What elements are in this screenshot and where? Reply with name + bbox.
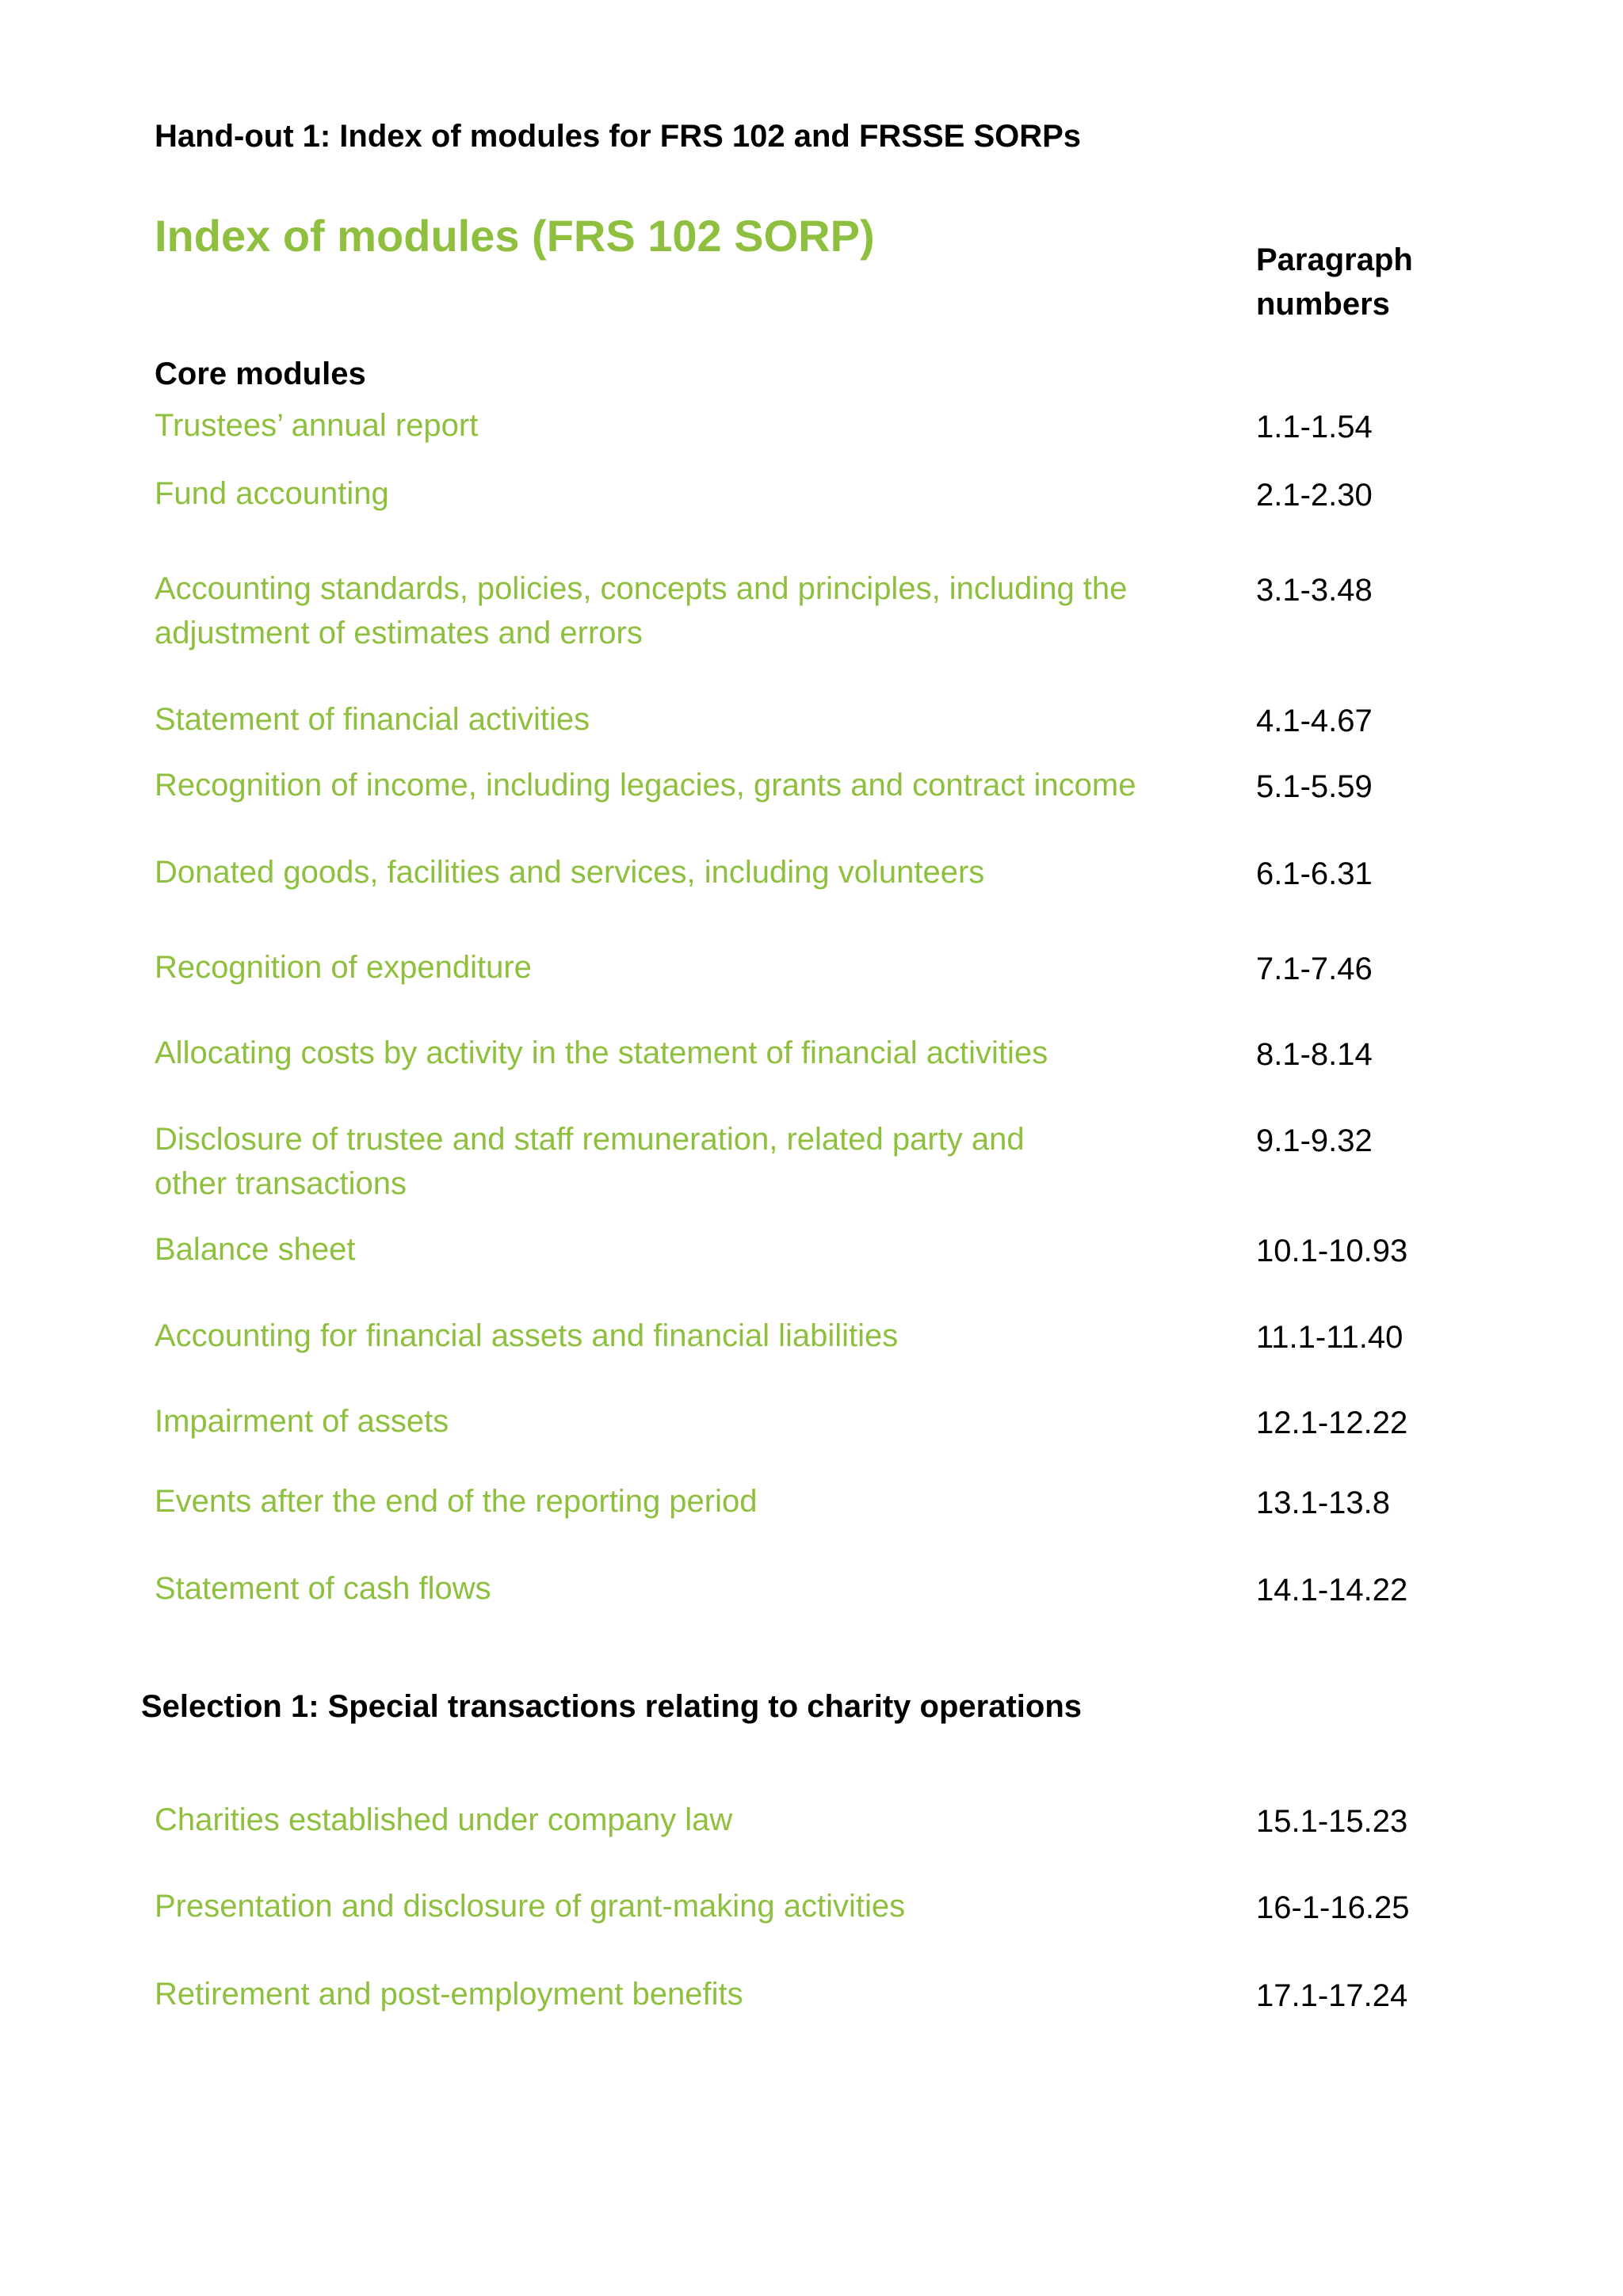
module-paragraphs: 4.1-4.67 — [1256, 704, 1373, 738]
module-paragraphs: 9.1-9.32 — [1256, 1123, 1373, 1158]
module-paragraphs: 5.1-5.59 — [1256, 769, 1373, 804]
module-paragraphs: 17.1-17.24 — [1256, 1978, 1408, 2013]
paragraph-numbers-header: Paragraph numbers — [1256, 242, 1413, 322]
module-paragraphs: 10.1-10.93 — [1256, 1234, 1408, 1268]
module-label: Trustees’ annual report — [155, 408, 479, 443]
module-label: Statement of financial activities — [155, 702, 590, 737]
module-label: Charities established under company law — [155, 1802, 733, 1837]
module-label: Disclosure of trustee and staff remuneration, related party and other transactions — [155, 1122, 1025, 1201]
selection-1-heading: Selection 1: Special transactions relating to charity operations — [141, 1689, 1082, 1724]
module-paragraphs: 15.1-15.23 — [1256, 1804, 1408, 1839]
module-label: Allocating costs by activity in the statement of financial activities — [155, 1035, 1048, 1070]
index-title: Index of modules (FRS 102 SORP) — [155, 211, 875, 261]
module-paragraphs: 2.1-2.30 — [1256, 478, 1373, 513]
module-label: Presentation and disclosure of grant-making activities — [155, 1889, 906, 1924]
module-label: Accounting for financial assets and financial liabilities — [155, 1318, 899, 1353]
module-label: Recognition of income, including legacies, grants and contract income — [155, 768, 1136, 803]
module-paragraphs: 1.1-1.54 — [1256, 410, 1373, 444]
module-label: Statement of cash flows — [155, 1571, 491, 1606]
module-label: Events after the end of the reporting period — [155, 1484, 758, 1519]
module-paragraphs: 13.1-13.8 — [1256, 1486, 1391, 1520]
module-paragraphs: 6.1-6.31 — [1256, 856, 1373, 891]
core-modules-heading: Core modules — [155, 357, 366, 391]
module-paragraphs: 8.1-8.14 — [1256, 1037, 1373, 1072]
module-label: Impairment of assets — [155, 1404, 449, 1439]
module-label: Fund accounting — [155, 476, 389, 511]
module-label: Balance sheet — [155, 1232, 356, 1267]
module-paragraphs: 14.1-14.22 — [1256, 1573, 1408, 1608]
module-paragraphs: 16-1-16.25 — [1256, 1890, 1410, 1925]
module-paragraphs: 7.1-7.46 — [1256, 952, 1373, 986]
module-label: Accounting standards, policies, concepts and principles, including the adjustment of estimates and errors — [155, 571, 1128, 650]
module-paragraphs: 11.1-11.40 — [1256, 1320, 1403, 1355]
handout-title: Hand-out 1: Index of modules for FRS 102 and FRSSE SORPs — [155, 119, 1082, 154]
module-paragraphs: 12.1-12.22 — [1256, 1405, 1408, 1440]
module-label: Retirement and post-employment benefits — [155, 1977, 743, 2012]
module-label: Donated goods, facilities and services, including volunteers — [155, 855, 985, 890]
module-paragraphs: 3.1-3.48 — [1256, 573, 1373, 608]
module-label: Recognition of expenditure — [155, 950, 532, 985]
